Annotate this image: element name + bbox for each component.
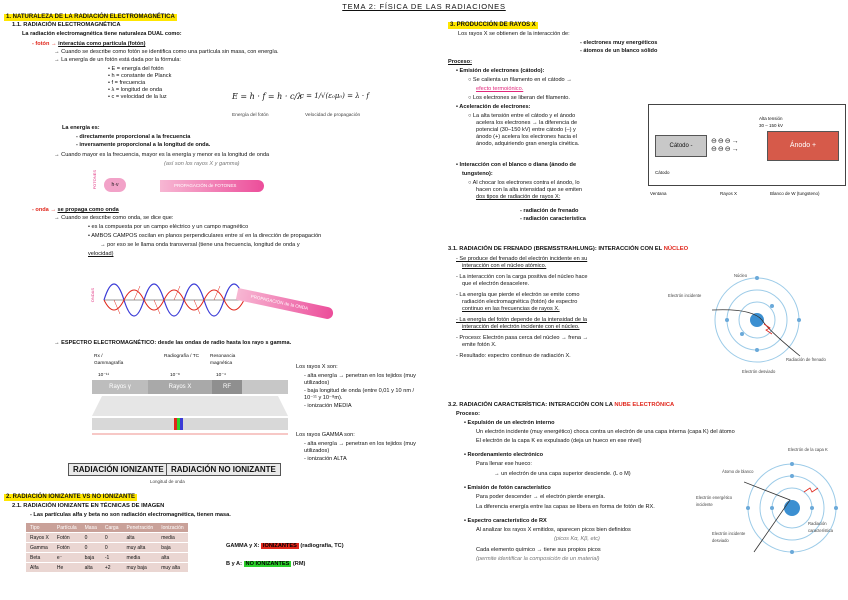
spectrum-power: 10⁻⁸: [170, 373, 180, 378]
char-step-line: Al analizar los rayos X emitidos, aparecen picos bien definidos: [476, 527, 631, 533]
energia-item: - inversamente proporcional a la longitud de onda.: [76, 142, 211, 148]
beta-alfa-note: B y A: NO IONIZANTES (RM): [226, 561, 306, 567]
atom-label: Electrón incidente desviado: [712, 531, 746, 543]
char-step-title: • Expulsión de un electrón interno: [464, 420, 555, 426]
onda-item: → por eso se le llama onda transversal (tiene una frecuencia, longitud de onda y: [100, 242, 300, 248]
list-item: que el electrón desacelere.: [462, 281, 530, 287]
intro-text: La radiación electromagnética tiene naturaleza DUAL como:: [22, 31, 182, 37]
atom-label: Radiación característica: [808, 521, 833, 533]
xray-tube-diagram: [648, 104, 846, 186]
atom-label: Electrón desviado: [742, 369, 776, 374]
char-step-line: La diferencia energía entre las capas se libera en forma de fotón de RX.: [476, 504, 655, 510]
atom-label: Electrón de la capa K: [788, 447, 828, 452]
list-item: - Proceso: Electrón pasa cerca del núcleo → frena →: [456, 335, 589, 341]
proceso-line: ánodo (+) acelera los electrones hacia el: [476, 134, 577, 140]
photon-label: FOTONES: [92, 170, 97, 190]
proceso-step: tungsteno):: [462, 171, 493, 177]
atom-label: Radiación de frenado: [786, 357, 826, 362]
formula-var: • c = velocidad de la luz: [108, 94, 167, 100]
proceso-line: acelera los electrones → la diferencia de: [476, 120, 578, 126]
em-wave-illustration: [100, 262, 250, 334]
char-step-line: (picos Kα, Kβ, etc): [554, 536, 600, 542]
rg-item: - alta energía → penetran en los tejidos (muy utilizados): [304, 441, 416, 454]
section-1-1-title: 1.1. RADIACIÓN ELECTROMAGNÉTICA: [12, 22, 121, 28]
char-step-line: Cada elemento químico → tiene sus propios picos: [476, 547, 601, 553]
section-2-1-line: - Las partículas alfa y beta no son radiación electromagnética, tienen masa.: [30, 512, 231, 518]
onda-item: • es la compuesta por un campo eléctrico y un campo magnético: [88, 224, 249, 230]
onda-item: velocidad): [88, 251, 114, 257]
onda-line: - onda → se propaga como onda: [32, 207, 119, 213]
photon-bubble: h·ν: [104, 178, 126, 192]
rx-title: Los rayos X son:: [296, 364, 338, 370]
spectrum-power: 10⁻¹¹: [98, 373, 110, 378]
tube-label: Ventana: [650, 191, 667, 196]
tube-label: Blanco de W (tungsteno): [770, 191, 820, 196]
proceso-line: ○ Al chocar los electrones contra el ánodo, lo: [468, 180, 580, 186]
proceso-block: [468, 180, 582, 201]
section-3-title: 3. PRODUCCIÓN DE RAYOS X: [450, 22, 536, 28]
table-row: Gamma Fotón 0 0 muy alta baja: [26, 543, 188, 553]
table-row: Beta e⁻ baja -1 media alta: [26, 553, 188, 563]
rx-item: - ionización MEDIA: [304, 403, 352, 409]
foton-formula-intro: → La energía de un fotón está dada por la fórmula:: [54, 57, 181, 63]
table-header: Tipo Partícula Masa Carga Penetración Ionización: [26, 523, 188, 533]
tube-label: Cátodo: [655, 170, 670, 175]
rg-title: Los rayos GAMMA son:: [296, 432, 355, 438]
section-3-1-list: [456, 256, 588, 360]
spectrum-label-top: Resonancia magnética: [210, 354, 236, 366]
spectrum-xray: Rayos X: [148, 380, 212, 394]
ionizing-label: RADIACIÓN IONIZANTE: [68, 463, 169, 476]
spectrum-power: 10⁻⁴: [216, 373, 226, 378]
section-3-2-proc: Proceso:: [456, 411, 480, 417]
spectrum-scale: [92, 396, 288, 436]
catodo-box: Cátodo -: [655, 135, 707, 157]
mayor-note: (así son los rayos X y gamma): [164, 161, 240, 167]
proceso-line: ○ La alta tensión entre el cátodo y el ánodo: [468, 113, 576, 119]
proceso-line: efecto termoiónico.: [476, 86, 524, 92]
proceso-step: • Interacción con el blanco o diana (ánodo de: [456, 162, 577, 168]
spectrum-band: [92, 380, 288, 394]
proceso-line: hacen con la alta intensidad que se emiten: [476, 187, 583, 193]
spectrum-rf: RF: [212, 380, 242, 394]
atom-label: Electrón energético incidente: [696, 495, 733, 507]
char-step-line: (permite identificar la composición de un material): [476, 556, 600, 562]
list-item: emite fotón X.: [462, 342, 497, 348]
atom-label: Electrón incidente: [668, 293, 702, 298]
char-step-line: El electrón de la capa K es expulsado (deja un hueco en ese nivel): [476, 438, 642, 444]
tube-label: Rayos X: [720, 191, 738, 196]
formula-caption-energy: Energía del fotón: [232, 113, 269, 118]
list-item: - Resultado: espectro continuo de radiación X.: [456, 353, 571, 359]
list-item: - La energía que pierde el electrón se emite como: [456, 292, 580, 298]
wavelength-caption: Longitud de onda: [150, 479, 185, 484]
spectrum-label-top: Rx / Gammagrafía: [94, 354, 124, 366]
onda-desc: → Cuando se describe como onda, se dice que:: [54, 215, 174, 221]
char-step-line: Para poder descender → el electrón pierde energía.: [476, 494, 606, 500]
photon-propagation-bar: PROPAGACIÓN de FOTONES: [160, 180, 264, 192]
proceso-step: • Aceleración de electrones:: [456, 104, 531, 110]
list-item: radiación electromagnética (fotón) de espectro: [462, 299, 578, 305]
char-step-title: • Espectro característico de RX: [464, 518, 547, 524]
list-item: - La energía del fotón depende de la intensidad de la: [456, 317, 587, 323]
proceso-title: Proceso:: [448, 59, 472, 65]
electron-stream: ⊖⊖⊖→ ⊖⊖⊖→: [711, 138, 740, 153]
rx-item: - alta energía → penetran en los tejidos (muy utilizados): [304, 373, 416, 386]
spectrum-label-top: Radiografía / TC: [164, 354, 200, 359]
rg-item: - ionización ALTA: [304, 456, 347, 462]
section-3-2-title: 3.2. RADIACIÓN CARACTERÍSTICA: INTERACCIÓN CON LA NUBE ELECTRÓNICA: [448, 402, 675, 408]
list-item: interacción del electrón incidente con el núcleo.: [462, 324, 580, 330]
formula-variables: [108, 66, 171, 101]
radiation-type: - radiación característica: [520, 216, 586, 222]
energia-title: La energía es:: [62, 125, 100, 131]
energia-item: - directamente proporcional a la frecuencia: [76, 134, 191, 140]
rx-item: - baja longitud de onda (entre 0,01 y 10 nm / 10⁻¹¹ y 10⁻⁸m).: [304, 388, 415, 401]
atom-label: Núcleo: [734, 273, 748, 278]
wave-label: ONDAS: [90, 288, 95, 303]
formula-var: • λ = longitud de onda: [108, 87, 163, 93]
formula-var: • f = frecuencia: [108, 80, 146, 86]
non-ionizing-label: RADIACIÓN NO IONIZANTE: [166, 463, 281, 476]
formula-velocity: c = 1/√(ε₀μ₀) = λ · f: [300, 92, 369, 100]
section-3-1-title: 3.1. RADIACIÓN DE FRENADO (BREMSSTRAHLUNG): INTERACCIÓN CON EL NÚCLEO: [448, 246, 689, 252]
proceso-line: ○ Se calienta un filamento en el cátodo →: [468, 77, 572, 83]
section-1-title: 1. NATURALEZA DE LA RADIACIÓN ELECTROMAGNÉTICA: [6, 14, 175, 20]
formula-energy: E = h · f = h · c/λ: [232, 92, 303, 101]
proceso-line: ánodo, adquiriendo gran energía cinética.: [476, 141, 580, 147]
proceso-line: potencial (30–150 kV) entre cátodo (–) y: [476, 127, 576, 133]
anodo-box: Ánodo +: [767, 131, 839, 161]
formula-caption-velocity: Velocidad de propagación: [305, 113, 361, 118]
proceso-line: dos tipos de radiación de rayos X:: [476, 194, 561, 200]
gamma-x-note: GAMMA y X: IONIZANTES (radiografía, TC): [226, 543, 344, 549]
list-item: - La interacción con la carga positiva del núcleo hace: [456, 274, 588, 280]
spectrum-gamma: Rayos γ: [92, 380, 148, 394]
list-item: interacción con el núcleo atómico.: [462, 263, 547, 269]
mayor-line: → Cuando mayor es la frecuencia, mayor es la energía y menor es la longitud de onda: [54, 152, 270, 158]
rg-list: [304, 441, 416, 463]
section-3-bullet: - electrones muy energéticos: [580, 40, 658, 46]
section-3-bullet: - átomos de un blanco sólido: [580, 48, 658, 54]
rx-list: [304, 373, 416, 410]
list-item: - Se produce del frenado del electrón incidente en su: [456, 256, 588, 262]
formula-var: • h = constante de Planck: [108, 73, 172, 79]
table-row: Alfa He alta +2 muy baja muy alta: [26, 563, 188, 573]
characteristic-atom-diagram: [744, 452, 840, 564]
char-step-title: • Emisión de fotón característico: [464, 485, 551, 491]
espectro-line: → ESPECTRO ELECTROMAGNÉTICO: desde las ondas de radio hasta los rayo s gamma.: [54, 340, 292, 346]
onda-item: • AMBOS CAMPOS oscilan en planos perpendiculares entre sí en la dirección de propagación: [88, 233, 322, 239]
proceso-block: [468, 113, 579, 148]
section-3-intro: Los rayos X se obtienen de la interacción de:: [458, 31, 570, 37]
formula-var: • E = energía del fotón: [108, 66, 164, 72]
list-item: continuo en las frecuencias de rayos X.: [462, 306, 560, 312]
page-title: TEMA 2: FÍSICA DE LAS RADIACIONES: [342, 2, 506, 11]
char-step-title: • Reordenamiento electrónico: [464, 452, 544, 458]
wave-propagation-bar: PROPAGACIÓN de la ONDA: [236, 288, 334, 320]
tube-label: Alta tensión: [759, 116, 783, 121]
char-step-line: Para llenar ese hueco:: [476, 461, 532, 467]
char-step-line: → un electrón de una capa superior desciende. (L o M): [494, 471, 631, 477]
bremsstrahlung-atom-diagram: [712, 270, 802, 370]
section-2-1-title: 2.1. RADIACIÓN IONIZANTE EN TÉCNICAS DE IMAGEN: [12, 503, 165, 509]
proceso-line: ○ Los electrones se liberan del filamento.: [468, 95, 570, 101]
foton-desc: → Cuando se describe como fotón se identifica como una partícula sin masa, con energía.: [54, 49, 279, 55]
section-2-title: 2. RADIACIÓN IONIZANTE VS NO IONIZANTE: [6, 494, 136, 500]
proceso-step: • Emisión de electrones (cátodo):: [456, 68, 545, 74]
radiation-type: - radiación de frenado: [520, 208, 579, 214]
atom-label: Átomo de blanco: [722, 469, 754, 474]
table-row: Rayos X Fotón 0 0 alta media: [26, 533, 188, 543]
particles-table: [26, 523, 188, 573]
char-step-line: Un electrón incidente (muy energético) choca contra un electrón de una capa interna (capa K) del átomo: [476, 429, 735, 435]
tube-label: 30 – 150 kV: [759, 123, 784, 128]
foton-line: - fotón → interactúa como partícula (fotón): [32, 41, 146, 47]
